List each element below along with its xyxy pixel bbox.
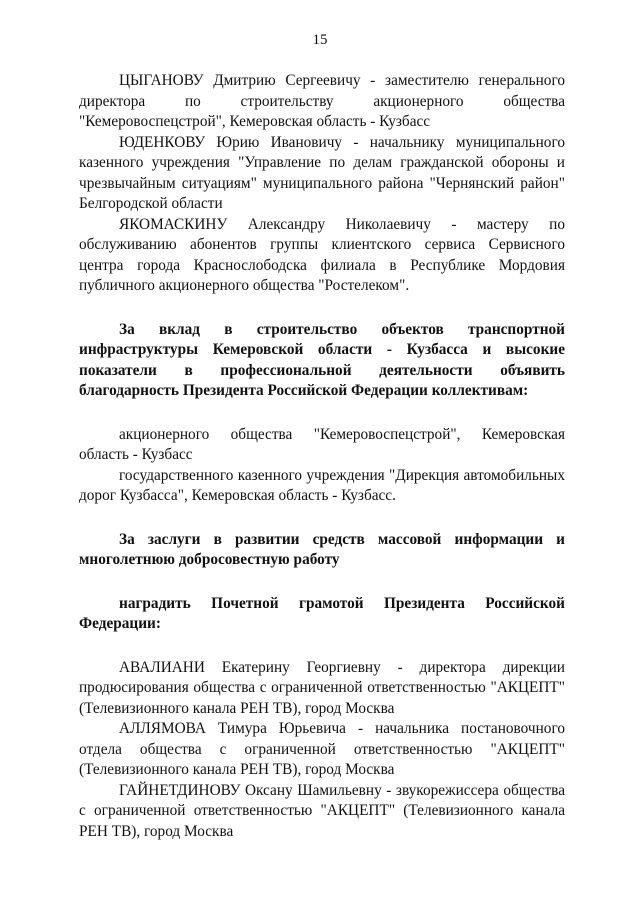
award-heading: наградить Почетной грамотой Президента Российской Федерации:	[79, 594, 565, 632]
award-entry-tsyganov: ЦЫГАНОВУ Дмитрию Сергеевичу - заместителю генерального директора по строительству акционерного общества "Кемеровоспецстрой", Кемеровская область - Кузбасс	[79, 72, 565, 130]
document-body	[79, 71, 565, 842]
award-entry-gainetdinova: ГАЙНЕТДИНОВУ Оксану Шамильевну - звукорежиссера общества с ограниченной ответственностью "АКЦЕПТ" (Телевизионного канала РЕН ТВ), город Москва	[79, 781, 565, 840]
award-entry-yudenkov: ЮДЕНКОВУ Юрию Ивановичу - начальнику муниципального казенного учреждения "Управление по делам гражданской обороны и чрезвычайным ситуациям" муниципального района "Чернянский район" Белгородской области	[79, 133, 565, 212]
merits-heading: За заслуги в развитии средств массовой информации и многолетнюю добросовестную работу	[79, 530, 565, 568]
award-entry-avaliani: АВАЛИАНИ Екатерину Георгиевну - директора дирекции продюсирования общества с ограниченной ответственностью "АКЦЕПТ" (Телевизионного канала РЕН ТВ), город Москва	[79, 658, 565, 717]
award-entry-yakomaskin: ЯКОМАСКИНУ Александру Николаевичу - мастеру по обслуживанию абонентов группы клиентского сервиса Сервисного центра города Краснослободска филиала в Республике Мордовия публичного акционерного общества "Ростелеком".	[79, 215, 565, 294]
award-entry-allyamov: АЛЛЯМОВА Тимура Юрьевича - начальника постановочного отдела общества с ограниченной ответственностью "АКЦЕПТ" (Телевизионного канала РЕН ТВ), город Москва	[79, 720, 565, 778]
gratitude-heading: За вклад в строительство объектов транспортной инфраструктуры Кемеровской области - Кузбасса и высокие показатели в профессиональной деятельности объявить благодарность Президента Российской Федерации коллективам:	[79, 320, 565, 399]
page-number: 15	[312, 32, 328, 48]
collective-entry-road-directorate: государственного казенного учреждения "Дирекция автомобильных дорог Кузбасса", Кемеровская область - Кузбасс.	[79, 466, 565, 504]
collective-entry-kemerovospetsstroy: акционерного общества "Кемеровоспецстрой", Кемеровская область - Кузбасс	[79, 425, 565, 463]
